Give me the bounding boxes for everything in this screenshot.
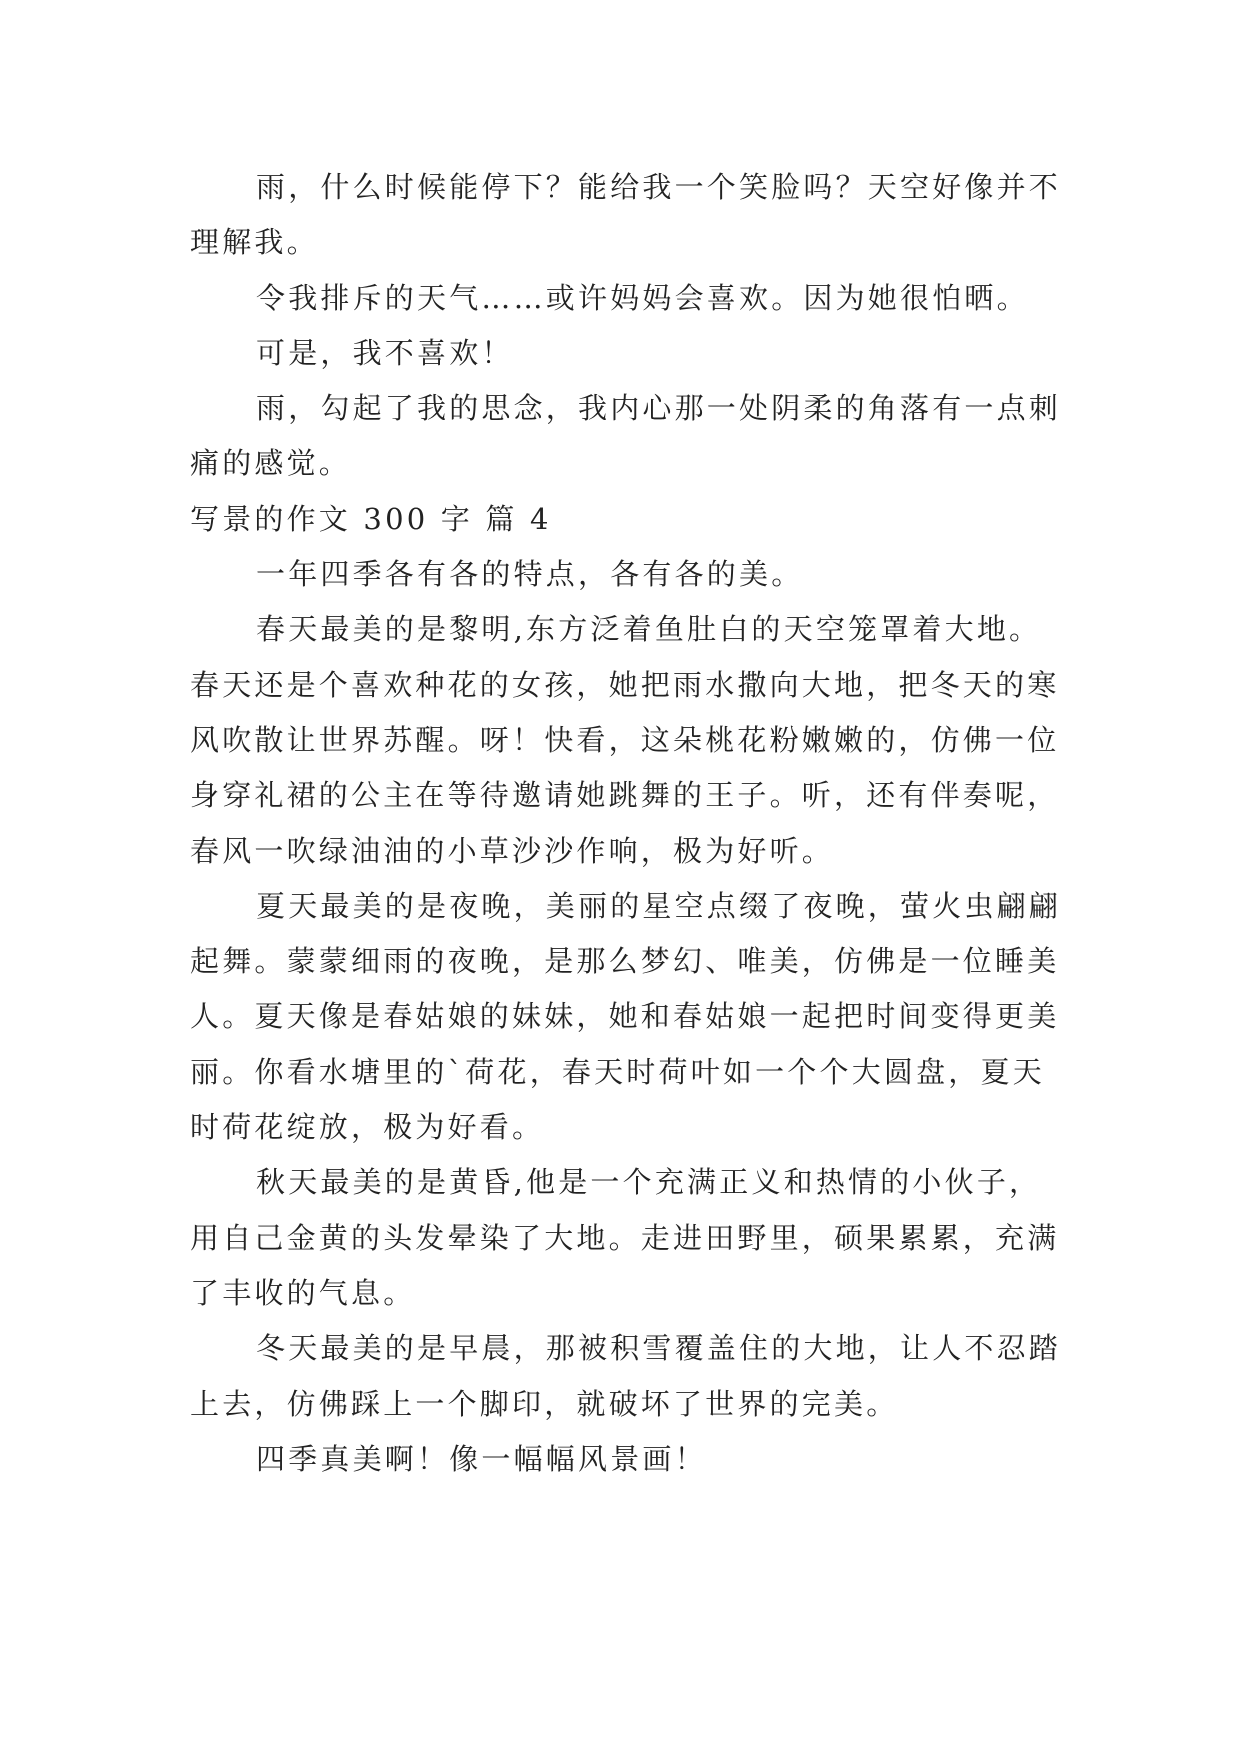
section-heading: 写景的作文 300 字 篇 4 <box>190 501 552 536</box>
document-body <box>190 160 1070 1487</box>
paragraph: 令我排斥的天气……或许妈妈会喜欢。因为她很怕晒。 <box>256 280 1029 315</box>
paragraph: 春天最美的是黎明,东方泛着鱼肚白的天空笼罩着大地。春天还是个喜欢种花的女孩，她把雨水撒向大地，把冬天的寒风吹散让世界苏醒。呀！快看，这朵桃花粉嫩嫩的，仿佛一位身穿礼裙的公主在等待邀请她跳舞的王子。听，还有伴奏呢，春风一吹绿油油的小草沙沙作响，极为好听。 <box>190 612 1060 868</box>
paragraph: 雨，什么时候能停下？能给我一个笑脸吗？天空好像并不理解我。 <box>190 170 1062 260</box>
paragraph: 雨，勾起了我的思念，我内心那一处阴柔的角落有一点刺痛的感觉。 <box>190 391 1062 481</box>
paragraph: 夏天最美的是夜晚，美丽的星空点缀了夜晚，萤火虫翩翩起舞。蒙蒙细雨的夜晚，是那么梦幻、唯美，仿佛是一位睡美人。夏天像是春姑娘的妹妹，她和春姑娘一起把时间变得更美丽。你看水塘里的`荷花，春天时荷叶如一个个大圆盘，夏天时荷花绽放，极为好看。 <box>190 888 1062 1145</box>
paragraph: 四季真美啊！像一幅幅风景画！ <box>256 1441 707 1476</box>
paragraph: 一年四季各有各的特点，各有各的美。 <box>256 557 804 592</box>
paragraph: 冬天最美的是早晨，那被积雪覆盖住的大地，让人不忍踏上去，仿佛踩上一个脚印，就破坏了世界的完美。 <box>190 1331 1062 1421</box>
paragraph: 可是，我不喜欢！ <box>256 335 514 370</box>
paragraph: 秋天最美的是黄昏,他是一个充满正义和热情的小伙子，用自己金黄的头发晕染了大地。走进田野里，硕果累累，充满了丰收的气息。 <box>190 1165 1060 1310</box>
